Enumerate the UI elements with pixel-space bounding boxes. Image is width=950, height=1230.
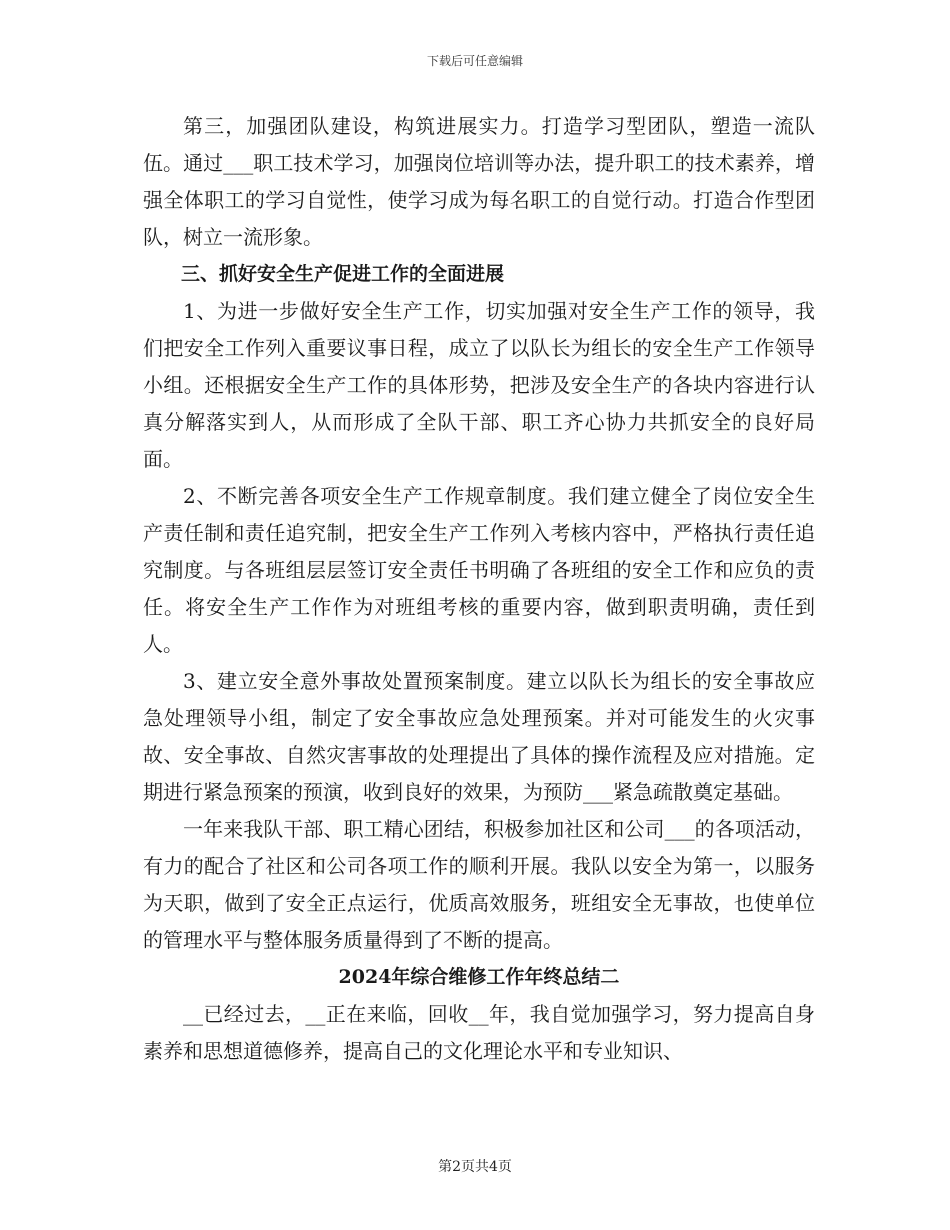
section-heading-safety: 三、抓好安全生产促进工作的全面进展 <box>181 263 505 285</box>
paragraph-emergency-plan: 3、建立安全意外事故处置预案制度。建立以队长为组长的安全事故应急处理领导小组，制定了安全事故应急处理预案。并对可能发生的火灾事故、安全事故、自然灾害事故的处理提出了具体的操作流程及应对措施。定期进行紧急预案的预演，收到良好的效果，为预防___紧急疏散奠定基础。 <box>143 669 815 804</box>
page-header-note: 下载后可任意编辑 <box>426 54 523 68</box>
section-title-summary-two: 2024年综合维修工作年终总结二 <box>338 966 620 988</box>
page-number: 第2页共4页 <box>438 1159 512 1175</box>
paragraph-safety-rules: 2、不断完善各项安全生产工作规章制度。我们建立健全了岗位安全生产责任制和责任追究制，把安全生产工作列入考核内容中，严格执行责任追究制度。与各班组层层签订安全责任书明确了各班组的安全工作和应负的责任。将安全生产工作作为对班组考核的重要内容，做到职责明确，责任到人。 <box>143 484 815 656</box>
paragraph-year-summary: 一年来我队干部、职工精心团结，积极参加社区和公司___的各项活动，有力的配合了社区和公司各项工作的顺利开展。我队以安全为第一，以服务为天职，做到了安全正点运行，优质高效服务，班组安全无事故，也使单位的管理水平与整体服务质量得到了不断的提高。 <box>143 817 815 952</box>
paragraph-team-building: 第三，加强团队建设，构筑进展实力。打造学习型团队，塑造一流队伍。通过___职工技术学习，加强岗位培训等办法，提升职工的技术素养，增强全体职工的学习自觉性，使学习成为每名职工的自觉行动。打造合作型团队，树立一流形象。 <box>143 114 815 249</box>
paragraph-summary-two-intro: __已经过去，__正在来临，回收__年，我自觉加强学习，努力提高自身素养和思想道德修养，提高自己的文化理论水平和专业知识、 <box>143 1002 815 1063</box>
document-body <box>143 108 815 1070</box>
paragraph-safety-leadership: 1、为进一步做好安全生产工作，切实加强对安全生产工作的领导，我们把安全工作列入重要议事日程，成立了以队长为组长的安全生产工作领导小组。还根据安全生产工作的具体形势，把涉及安全生产的各块内容进行认真分解落实到人，从而形成了全队干部、职工齐心协力共抓安全的良好局面。 <box>143 299 815 471</box>
